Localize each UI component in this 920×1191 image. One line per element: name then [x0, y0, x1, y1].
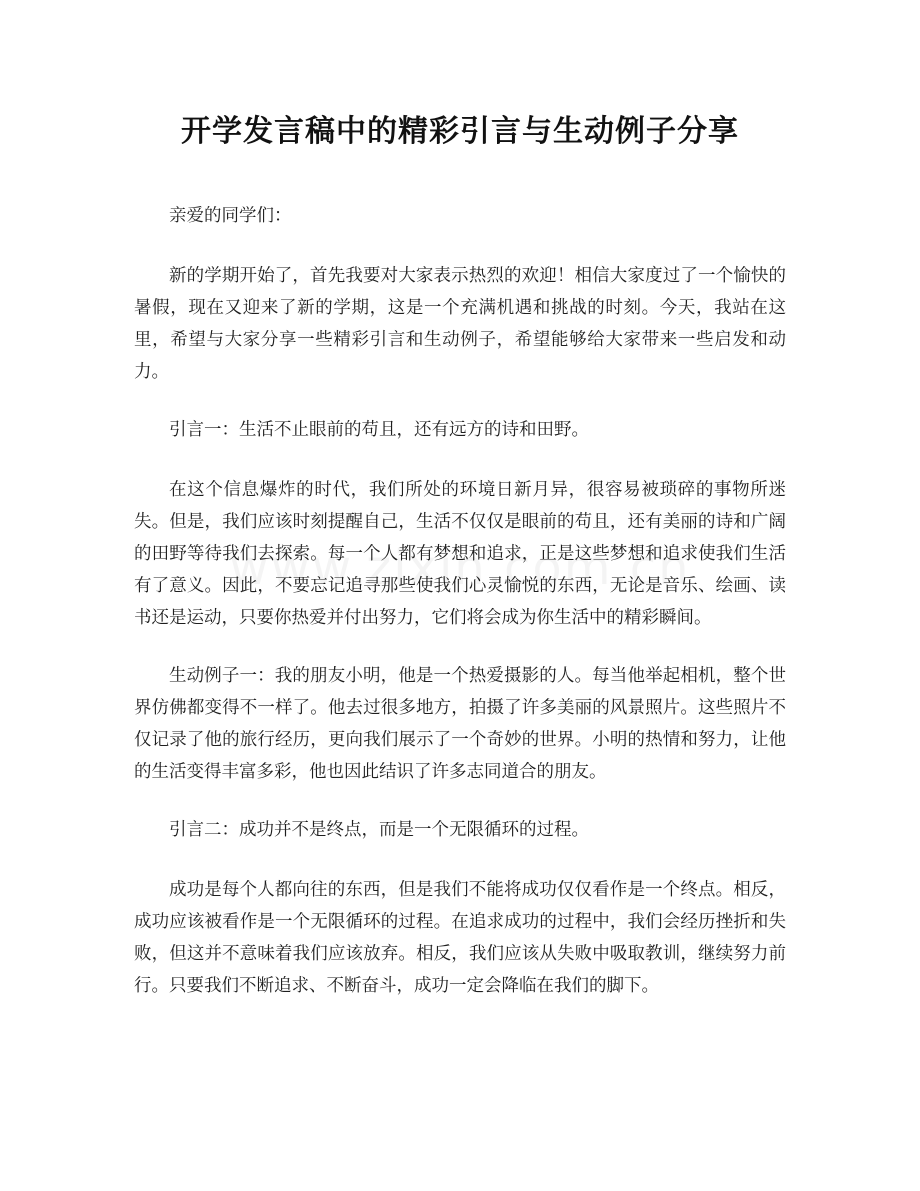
- document-title: 开学发言稿中的精彩引言与生动例子分享: [181, 114, 739, 149]
- example-one-paragraph: 生动例子一：我的朋友小明，他是一个热爱摄影的人。每当他举起相机，整个世界仿佛都变得不一样了。他去过很多地方，拍摄了许多美丽的风景照片。这些照片不仅记录了他的旅行经历，更向我们展示了一个奇妙的世界。小明的热情和努力，让他的生活变得丰富多彩，他也因此结识了许多志同道合的朋友。: [134, 666, 786, 782]
- quote-two-paragraph: 引言二：成功并不是终点，而是一个无限循环的过程。: [169, 820, 589, 840]
- quote-two-explanation-paragraph: 成功是每个人都向往的东西，但是我们不能将成功仅仅看作是一个终点。相反，成功应该被看作是一个无限循环的过程。在追求成功的过程中，我们会经历挫折和失败，但这并不意味着我们应该放弃。相反，我们应该从失败中吸取教训，继续努力前行。只要我们不断追求、不断奋斗，成功一定会降临在我们的脚下。: [134, 880, 786, 996]
- quote-one-explanation-paragraph: 在这个信息爆炸的时代，我们所处的环境日新月异，很容易被琐碎的事物所迷失。但是，我们应该时刻提醒自己，生活不仅仅是眼前的苟且，还有美丽的诗和广阔的田野等待我们去探索。每一个人都有梦想和追求，正是这些梦想和追求使我们生活有了意义。因此，不要忘记追寻那些使我们心灵愉悦的东西，无论是音乐、绘画、读书还是运动，只要你热爱并付出努力，它们将会成为你生活中的精彩瞬间。: [134, 480, 786, 628]
- intro-paragraph: 新的学期开始了，首先我要对大家表示热烈的欢迎！相信大家度过了一个愉快的暑假，现在又迎来了新的学期，这是一个充满机遇和挑战的时刻。今天，我站在这里，希望与大家分享一些精彩引言和生动例子，希望能够给大家带来一些启发和动力。: [134, 266, 786, 382]
- quote-one-paragraph: 引言一：生活不止眼前的苟且，还有远方的诗和田野。: [169, 420, 589, 440]
- greeting-paragraph: 亲爱的同学们：: [169, 206, 292, 226]
